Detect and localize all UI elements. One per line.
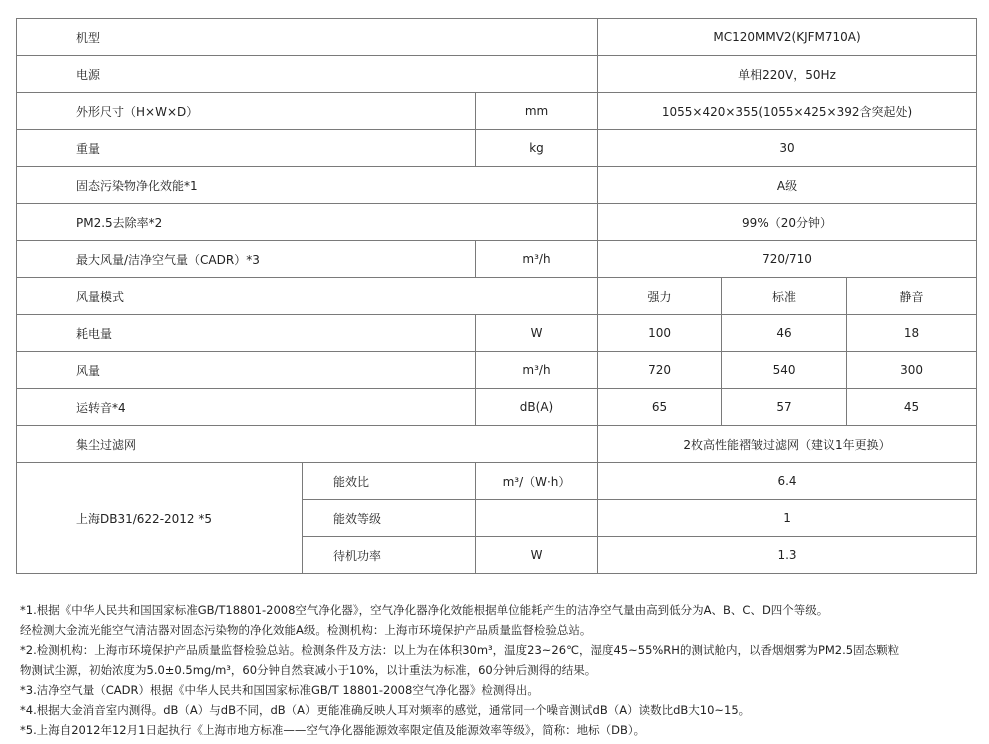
db-standard-label: 上海DB31/622-2012 *5 xyxy=(17,463,303,574)
power-supply-label: 电源 xyxy=(17,56,598,93)
energy-ratio-value: 6.4 xyxy=(598,463,977,500)
row-weight xyxy=(17,130,977,167)
power-consumption-label: 耗电量 xyxy=(17,315,476,352)
cadr-unit: m³/h xyxy=(476,241,598,278)
noise-strong: 65 xyxy=(598,389,722,426)
row-power-supply xyxy=(17,56,977,93)
footnote-5: *5.上海自2012年12月1日起执行《上海市地方标准——空气净化器能源效率限定值及能源效率等级》，简称：地标（DB）。 xyxy=(20,723,646,737)
row-pm25 xyxy=(17,204,977,241)
footnote-1-cont: 经检测大金流光能空气清洁器对固态污染物的净化效能A级。检测机构：上海市环境保护产品质量监督检验总站。 xyxy=(20,623,592,637)
energy-grade-unit xyxy=(476,500,598,537)
energy-grade-label: 能效等级 xyxy=(303,500,476,537)
airflow-label: 风量 xyxy=(17,352,476,389)
row-model xyxy=(17,19,977,56)
row-dimensions xyxy=(17,93,977,130)
spec-table xyxy=(16,18,977,574)
row-solid-efficiency xyxy=(17,167,977,204)
pm25-label: PM2.5去除率*2 xyxy=(17,204,598,241)
row-power-consumption xyxy=(17,315,977,352)
mode-strong: 强力 xyxy=(598,278,722,315)
noise-quiet: 45 xyxy=(847,389,977,426)
filter-value: 2枚高性能褶皱过滤网（建议1年更换） xyxy=(598,426,977,463)
solid-efficiency-label: 固态污染物净化效能*1 xyxy=(17,167,598,204)
power-consumption-strong: 100 xyxy=(598,315,722,352)
row-noise xyxy=(17,389,977,426)
row-energy-ratio xyxy=(17,463,977,500)
standby-power-unit: W xyxy=(476,537,598,574)
dimensions-unit: mm xyxy=(476,93,598,130)
mode-standard: 标准 xyxy=(722,278,847,315)
energy-grade-value: 1 xyxy=(598,500,977,537)
dimensions-label: 外形尺寸（H×W×D） xyxy=(17,93,476,130)
weight-label: 重量 xyxy=(17,130,476,167)
mode-label: 风量模式 xyxy=(17,278,598,315)
airflow-unit: m³/h xyxy=(476,352,598,389)
energy-ratio-unit: m³/（W·h） xyxy=(476,463,598,500)
noise-label: 运转音*4 xyxy=(17,389,476,426)
row-filter xyxy=(17,426,977,463)
footnotes xyxy=(20,600,980,740)
row-mode xyxy=(17,278,977,315)
energy-ratio-label: 能效比 xyxy=(303,463,476,500)
row-airflow xyxy=(17,352,977,389)
mode-quiet: 静音 xyxy=(847,278,977,315)
power-consumption-quiet: 18 xyxy=(847,315,977,352)
footnote-3: *3.洁净空气量（CADR）根据《中华人民共和国国家标准GB/T 18801-2008空气净化器》检测得出。 xyxy=(20,683,539,697)
cadr-label: 最大风量/洁净空气量（CADR）*3 xyxy=(17,241,476,278)
power-consumption-unit: W xyxy=(476,315,598,352)
noise-standard: 57 xyxy=(722,389,847,426)
row-cadr xyxy=(17,241,977,278)
model-value: MC120MMV2(KJFM710A) xyxy=(598,19,977,56)
footnote-2: *2.检测机构：上海市环境保护产品质量监督检验总站。检测条件及方法：以上为在体积30m³，温度23~26℃，湿度45~55%RH的测试舱内，以香烟烟雾为PM2.5固态颗粒 xyxy=(20,643,900,657)
solid-efficiency-value: A级 xyxy=(598,167,977,204)
standby-power-label: 待机功率 xyxy=(303,537,476,574)
airflow-quiet: 300 xyxy=(847,352,977,389)
filter-label: 集尘过滤网 xyxy=(17,426,598,463)
power-supply-value: 单相220V，50Hz xyxy=(598,56,977,93)
model-label: 机型 xyxy=(17,19,598,56)
noise-unit: dB(A) xyxy=(476,389,598,426)
weight-unit: kg xyxy=(476,130,598,167)
pm25-value: 99%（20分钟） xyxy=(598,204,977,241)
footnote-4: *4.根据大金消音室内测得。dB（A）与dB不同，dB（A）更能准确反映人耳对频率的感觉，通常同一个噪音测试dB（A）读数比dB大10~15。 xyxy=(20,703,751,717)
footnote-1: *1.根据《中华人民共和国国家标准GB/T18801-2008空气净化器》，空气净化器净化效能根据单位能耗产生的洁净空气量由高到低分为A、B、C、D四个等级。 xyxy=(20,603,829,617)
airflow-strong: 720 xyxy=(598,352,722,389)
airflow-standard: 540 xyxy=(722,352,847,389)
footnote-2-cont: 物测试尘源，初始浓度为5.0±0.5mg/m³，60分钟自然衰减小于10%，以计重法为标准，60分钟后测得的结果。 xyxy=(20,663,597,677)
power-consumption-standard: 46 xyxy=(722,315,847,352)
cadr-value: 720/710 xyxy=(598,241,977,278)
weight-value: 30 xyxy=(598,130,977,167)
dimensions-value: 1055×420×355(1055×425×392含突起处) xyxy=(598,93,977,130)
standby-power-value: 1.3 xyxy=(598,537,977,574)
